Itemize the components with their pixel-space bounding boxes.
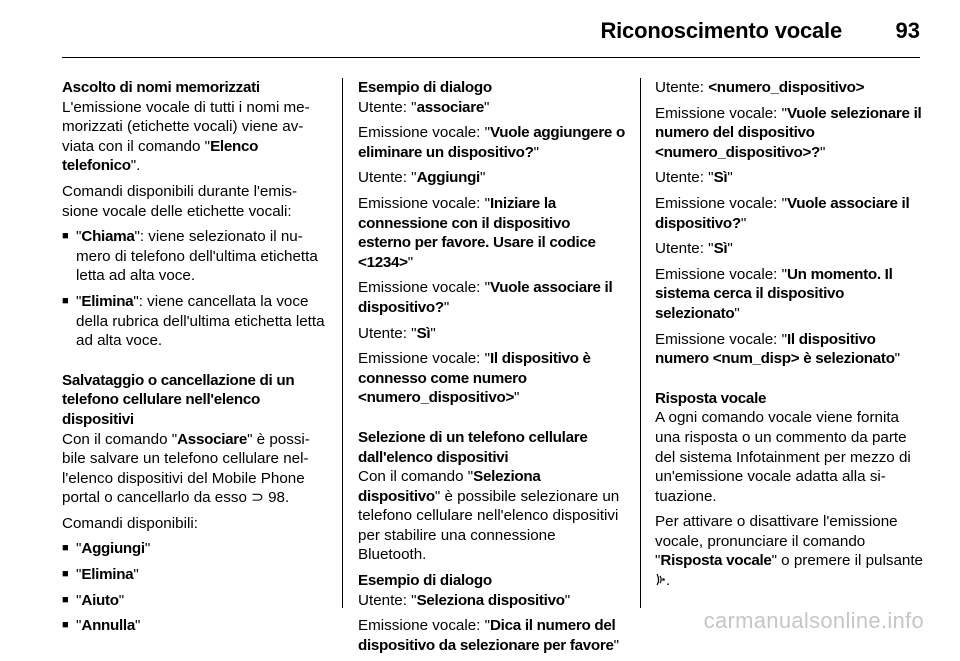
dialog-line: Emissione vocale: "Vuole aggiungere o eliminare un dispositivo?": [358, 124, 625, 161]
command-term: Risposta vocale: [660, 552, 772, 570]
section-heading: Salvataggio o cancellazione di un telefono cellulare nell'elenco dispositivi: [62, 371, 295, 428]
bullet-square-icon: ■: [62, 230, 69, 243]
paragraph: Per attivare o disattivare l'emissione vocale, pronunciare il comando "Risposta vocale" o premere il pulsante .: [655, 513, 923, 590]
list-item: ■ "Aiuto": [62, 591, 125, 609]
column-2: [358, 78, 626, 661]
paragraph: Comandi disponibili:: [62, 514, 198, 532]
bullet-square-icon: ■: [62, 568, 69, 581]
section-heading: Risposta vocale: [655, 389, 767, 407]
dialog-line: Emissione vocale: "Vuole associare il dispositivo?": [655, 194, 910, 232]
command-term: Associare: [177, 430, 248, 448]
dialog-line: Utente: "Aggiungi": [358, 169, 486, 187]
page-reference[interactable]: 98.: [268, 489, 290, 507]
column-divider: [342, 78, 343, 608]
paragraph: A ogni comando vocale viene fornita una risposta o un commento da parte del sistema Infotainment per mezzo di un'emissione vocale adatta alla situazione.: [655, 409, 911, 505]
dialog-line: Emissione vocale: "Un momento. Il sistema cerca il dispositivo selezionato": [655, 265, 893, 322]
dialog-line: Emissione vocale: "Vuole associare il dispositivo?": [358, 279, 613, 316]
paragraph: Con il comando "Associare" è possibile salvare un telefono cellulare nell'elenco dispositivi del Mobile Phone portal o cancellarlo da esso ⊃ 98.: [62, 430, 310, 507]
dialog-line: Emissione vocale: "Iniziare la connessione con il dispositivo esterno per favore. Usare il codice <1234>": [358, 194, 596, 271]
bullet-square-icon: ■: [62, 593, 69, 606]
list-item: ■ "Annulla": [62, 617, 141, 635]
dialog-line: Utente: "Sì": [655, 169, 733, 187]
bullet-square-icon: ■: [62, 294, 69, 307]
dialog-line: Utente: "Sì": [358, 324, 436, 342]
dialog-line: Emissione vocale: "Vuole selezionare il numero del dispositivo <numero_dispositivo>?": [655, 104, 922, 161]
section-heading: Esempio di dialogo: [358, 79, 492, 96]
dialog-line: Utente: "Seleziona dispositivo": [358, 591, 571, 609]
dialog-line: Utente: "Sì": [655, 240, 733, 258]
section-heading: Esempio di dialogo: [358, 572, 492, 590]
bullet-square-icon: ■: [62, 619, 69, 632]
column-1: [62, 78, 327, 642]
list-item: ■ "Aggiungi": [62, 540, 151, 558]
command-list: [62, 539, 327, 635]
paragraph: Con il comando "Seleziona dispositivo" è possibile selezionare un telefono cellulare nell'elenco dispositivi per stabilire una connessione Bluetooth.: [358, 468, 620, 564]
column-divider: [640, 78, 641, 608]
column-3: [655, 78, 923, 597]
dialog-line: Utente: <numero_dispositivo>: [655, 79, 865, 96]
voice-control-icon: [655, 572, 666, 589]
dialog-line: Emissione vocale: "Dica il numero del dispositivo da selezionare per favore": [358, 617, 620, 654]
list-item: ■ "Chiama": viene selezionato il numero di telefono dell'ultima etichetta letta ad alta voce.: [62, 228, 318, 285]
dialog-line: Emissione vocale: "Il dispositivo è connesso come numero <numero_dispositivo>": [358, 350, 591, 407]
command-list: [62, 227, 327, 351]
list-item: ■ "Elimina": viene cancellata la voce della rubrica dell'ultima etichetta letta ad alta voce.: [62, 292, 325, 350]
dialog-line: Emissione vocale: "Il dispositivo numero <num_disp> è selezionato": [655, 330, 901, 368]
page-ref-arrow-icon: ⊃: [251, 489, 264, 507]
command-term: Seleziona dispositivo: [358, 468, 541, 505]
page-title: Riconoscimento vocale: [600, 18, 842, 43]
header-divider: [62, 57, 920, 58]
watermark: carmanualsonline.info: [703, 608, 924, 633]
page-number: 93: [895, 18, 920, 43]
section-heading: Ascolto di nomi memorizzati: [62, 79, 260, 96]
bullet-square-icon: ■: [62, 542, 69, 555]
paragraph: L'emissione vocale di tutti i nomi memorizzati (etichette vocali) viene avviata con il comando "Elenco telefonico".: [62, 98, 310, 175]
section-heading: Selezione di un telefono cellulare dall'elenco dispositivi: [358, 428, 588, 466]
paragraph: Comandi disponibili durante l'emissione vocale delle etichette vocali:: [62, 182, 298, 220]
list-item: ■ "Elimina": [62, 566, 139, 584]
page-header: [62, 18, 920, 48]
dialog-line: Utente: "associare": [358, 98, 490, 116]
command-term: Elenco telefonico: [62, 137, 259, 175]
